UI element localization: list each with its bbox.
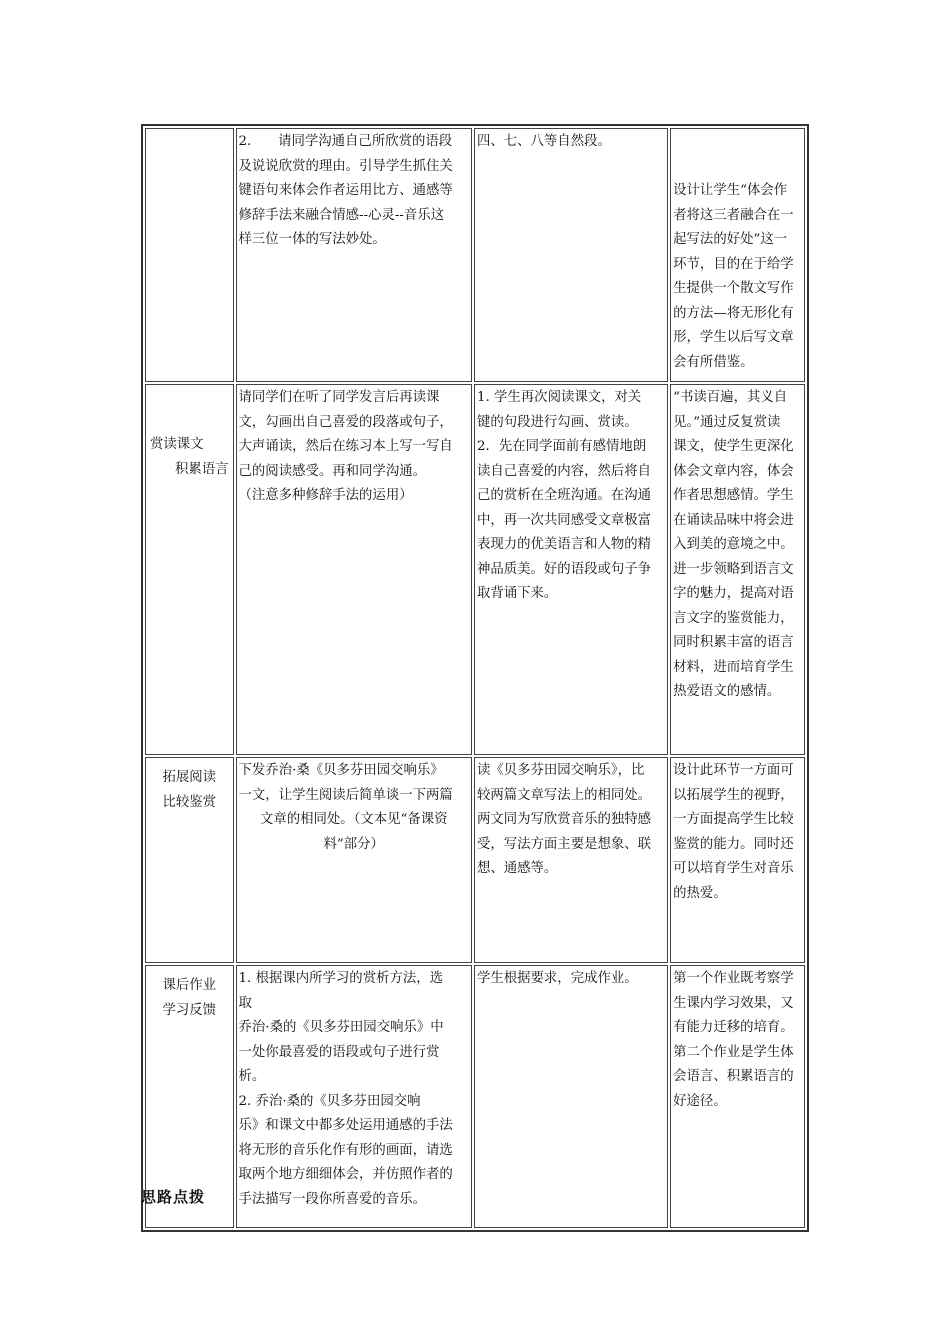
text-line: 见。”通过反复赏读: [673, 414, 781, 430]
text-line: 1. 根据课内所学习的赏析方法，选: [238, 971, 444, 986]
text-line: 文章的相同处。（文本见“备课资: [259, 812, 448, 827]
text-line: 第二个作业是学生体: [673, 1044, 794, 1060]
text-line: 进一步领略到语言文: [673, 561, 794, 577]
text-line: 有能力迁移的培育。: [673, 1020, 794, 1035]
text-line: 修辞手法来融合情感--心灵--音乐这: [238, 207, 445, 223]
text-line: 以拓展学生的视野，: [673, 787, 794, 803]
text-line: 2. 请同学沟通自己所欣赏的语段: [238, 134, 453, 149]
text-line: 析。: [238, 1069, 266, 1084]
text-line: 一文，让学生阅读后简单谈一下两篇: [238, 787, 453, 803]
stage-cell: [145, 757, 234, 963]
text-line: 者将这三者融合在一: [673, 207, 794, 223]
table-row: [145, 757, 805, 963]
student-activity-cell: [474, 757, 668, 963]
text-line: 乐》和课文中都多处运用通感的手法: [238, 1118, 453, 1133]
text-line: 及说说欣赏的理由。引导学生抓住关: [238, 158, 453, 174]
text-line: 入到美的意境之中。: [673, 537, 794, 552]
text-line: 己的阅读感受。再和同学沟通。: [238, 463, 426, 479]
text-line: 鉴赏的能力。同时还: [673, 836, 794, 852]
text-line: 会有所借鉴。: [673, 354, 754, 370]
text-line: 2. 乔治·桑的《贝多芬田园交响: [238, 1093, 421, 1109]
text-line: 形，学生以后写文章: [673, 330, 794, 345]
text-line: 课文，使学生更深化: [673, 439, 794, 454]
text-line: 键语句来体会作者运用比方、通感等: [238, 183, 453, 198]
text-line: 手法描写一段你所喜爱的音乐。: [238, 1191, 426, 1207]
text-line: 2．先在同学面前有感情地朗: [476, 439, 647, 454]
text-line: 读自己喜爱的内容，然后将自: [476, 463, 652, 479]
stage-line: 学习反馈: [162, 1002, 217, 1018]
table-row: [145, 128, 805, 382]
text-line: 学生根据要求，完成作业。: [476, 971, 638, 986]
text-line: 文，勾画出自己喜爱的段落或句子，: [238, 414, 453, 430]
text-line: 可以培育学生对音乐: [673, 861, 794, 876]
text-line: 料”部分）: [323, 836, 384, 852]
text-line: 取: [238, 995, 252, 1011]
text-line: 键的句段进行勾画、赏读。: [476, 414, 638, 430]
text-line: 材料，进而培育学生: [673, 659, 794, 675]
text-line: 一处你最喜爱的语段或句子进行赏: [238, 1044, 440, 1060]
text-line: 热爱语文的感情。: [673, 684, 781, 699]
text-line: 字的魅力，提高对语: [673, 586, 794, 601]
text-line: 生课内学习效果，又: [673, 995, 794, 1011]
text-line: （注意多种修辞手法的运用）: [238, 488, 413, 503]
text-line: 设计让学生“体会作: [673, 183, 788, 198]
stage-line: 赏读课文: [150, 437, 204, 452]
text-line: 表现力的优美语言和人物的精: [476, 537, 652, 552]
text-line: 读《贝多芬田园交响乐》，比: [476, 763, 645, 778]
text-line: 环节，目的在于给学: [673, 256, 794, 272]
text-line: 下发乔治·桑《贝多芬田园交响乐》: [238, 763, 444, 778]
student-activity-cell: [474, 384, 668, 755]
student-activity-cell: [474, 128, 668, 382]
text-line: 好途径。: [673, 1093, 727, 1109]
text-line: 作者思想感情。学生: [673, 488, 794, 503]
stage-line: 拓展阅读: [162, 770, 217, 785]
teacher-activity-cell: [236, 128, 472, 382]
section-heading: 思路点拨: [141, 1188, 206, 1206]
text-line: 乔治·桑的《贝多芬田园交响乐》中: [238, 1020, 444, 1035]
text-line: 大声诵读，然后在练习本上写一写自: [238, 439, 453, 454]
text-line: 想、通感等。: [476, 861, 558, 876]
teacher-activity-cell: [236, 757, 472, 963]
stage-cell: [145, 128, 234, 382]
text-line: 四、七、八等自然段。: [476, 134, 611, 149]
design-intent-cell: [670, 757, 805, 963]
text-line: 将无形的音乐化作有形的画面，请选: [238, 1142, 453, 1158]
text-line: 取背诵下来。: [476, 586, 558, 601]
teacher-activity-cell: [236, 965, 472, 1228]
text-line: 的热爱。: [673, 885, 727, 901]
text-line: 中，再一次共同感受文章极富: [476, 512, 652, 528]
lesson-plan-table: [141, 124, 809, 1232]
text-line: 一方面提高学生比较: [673, 812, 794, 827]
text-line: 取两个地方细细体会，并仿照作者的: [238, 1167, 453, 1182]
teacher-activity-cell: [236, 384, 472, 755]
stage-line: 课后作业: [162, 978, 217, 993]
text-line: 神品质美。好的语段或句子争: [476, 561, 652, 577]
text-line: 起写法的好处”这一: [673, 232, 788, 247]
table-row: [145, 384, 805, 755]
text-line: 体会文章内容，体会: [673, 463, 794, 479]
design-intent-cell: [670, 965, 805, 1228]
text-line: 较两篇文章写法上的相同处。: [476, 787, 652, 803]
student-activity-cell: [474, 965, 668, 1228]
text-line: 1. 学生再次阅读课文，对关: [476, 390, 642, 405]
text-line: 设计此环节一方面可: [673, 763, 794, 778]
text-line: 的方法—将无形化有: [673, 305, 794, 321]
text-line: 在诵读品味中将会进: [673, 512, 794, 528]
cell-spacer: [673, 130, 802, 179]
text-line: 两文同为写欣赏音乐的独特感: [476, 812, 652, 827]
text-line: 请同学们在听了同学发言后再读课: [238, 390, 440, 405]
text-line: 受，写法方面主要是想象、联: [476, 836, 652, 852]
text-line: 会语言、积累语言的: [673, 1069, 794, 1084]
table-row: [145, 965, 805, 1228]
text-line: 第一个作业既考察学: [673, 971, 794, 986]
stage-line: 比较鉴赏: [162, 794, 217, 810]
text-line: “书读百遍，其义自: [673, 390, 788, 405]
text-line: 样三位一体的写法妙处。: [238, 232, 386, 247]
design-intent-cell: [670, 128, 805, 382]
stage-line: 积累语言: [174, 461, 229, 477]
design-intent-cell: [670, 384, 805, 755]
text-line: 己的赏析在全班沟通。在沟通: [476, 488, 652, 503]
text-line: 同时积累丰富的语言: [673, 635, 794, 650]
text-line: 言文字的鉴赏能力，: [673, 610, 794, 626]
text-line: 生提供一个散文写作: [673, 281, 794, 296]
stage-cell: [145, 384, 234, 755]
